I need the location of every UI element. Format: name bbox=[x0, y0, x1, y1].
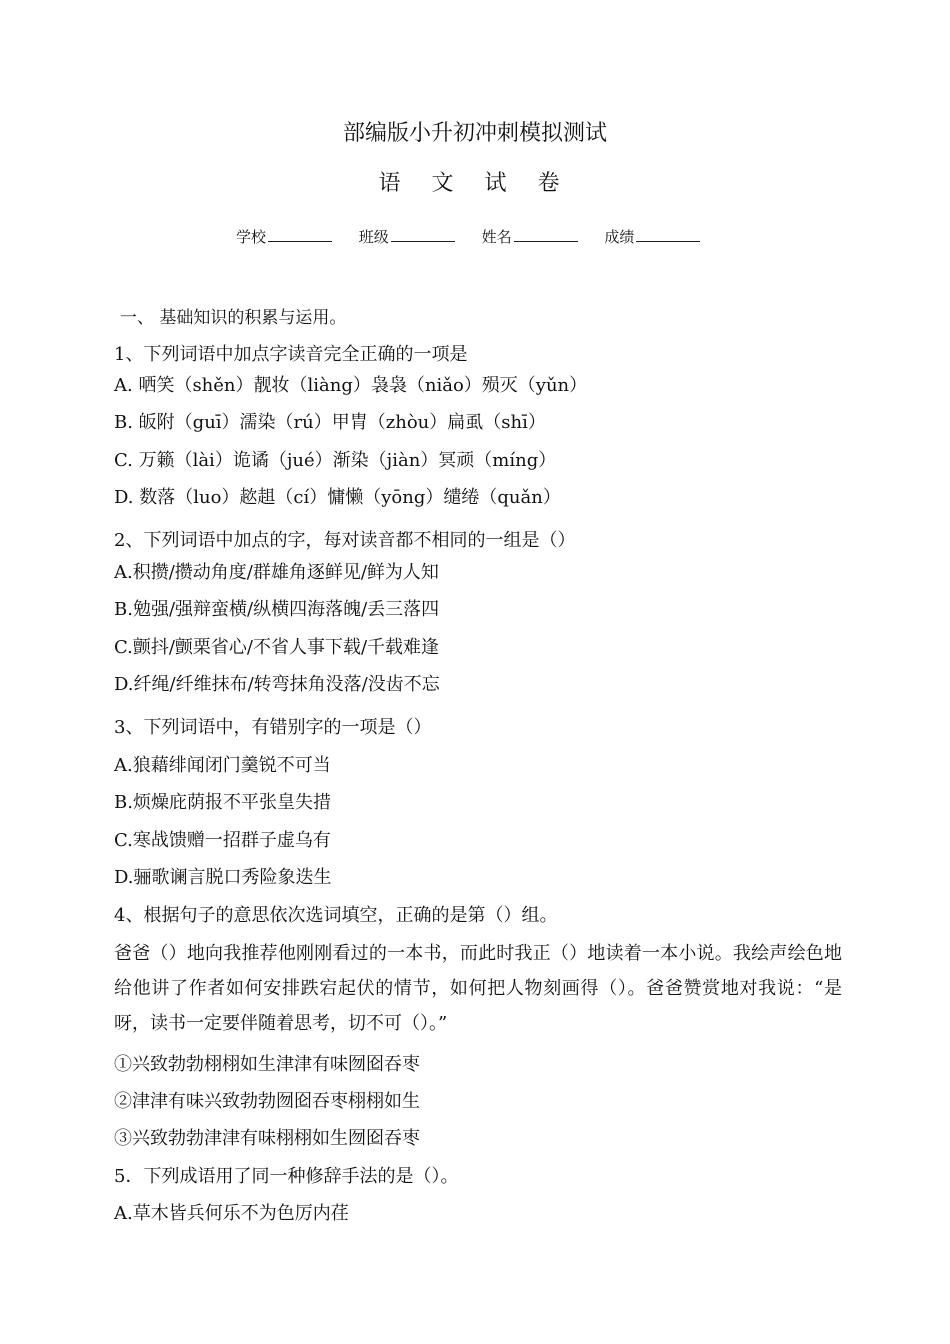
class-field bbox=[359, 228, 455, 246]
question-3-option-c: C.寒战馈赠一招群子虚乌有 bbox=[114, 830, 331, 851]
question-1-option-d: D. 数落（luo）趑趄（cí）慵懒（yōng）缱绻（quǎn） bbox=[114, 487, 561, 508]
section-heading: 一、 基础知识的积累与运用。 bbox=[120, 308, 347, 328]
question-4-stem: 4、根据句子的意思依次选词填空，正确的是第（）组。 bbox=[114, 905, 558, 926]
name-blank[interactable] bbox=[514, 227, 578, 242]
question-2-option-d: D.纤绳/纤维抹布/转弯抹角没落/没齿不忘 bbox=[114, 674, 440, 695]
question-1-stem: 1、下列词语中加点字读音完全正确的一项是 bbox=[114, 344, 468, 365]
question-1-option-a: A. 哂笑（shěn）靓妆（liàng）袅袅（niǎo）殒灭（yǔn） bbox=[114, 375, 588, 396]
question-3-option-a: A.狼藉绯闻闭门羹锐不可当 bbox=[114, 755, 331, 776]
question-2-option-c: C.颤抖/颤栗省心/不省人事下载/千载难逢 bbox=[114, 637, 440, 658]
name-field bbox=[482, 228, 578, 246]
school-blank[interactable] bbox=[268, 227, 332, 242]
question-4-option-3: ③兴致勃勃津津有味栩栩如生囫囵吞枣 bbox=[114, 1128, 420, 1149]
question-2-stem: 2、下列词语中加点的字，每对读音都不相同的一组是（） bbox=[114, 530, 576, 551]
question-5-stem: 5．下列成语用了同一种修辞手法的是（）。 bbox=[114, 1166, 459, 1187]
name-label: 姓名 bbox=[481, 228, 512, 246]
class-blank[interactable] bbox=[391, 227, 455, 242]
question-1-option-b: B. 皈附（guī）濡染（rú）甲胄（zhòu）扁虱（shī） bbox=[114, 412, 546, 433]
student-info-row bbox=[236, 226, 722, 247]
question-5-option-a: A.草木皆兵何乐不为色厉内荏 bbox=[114, 1203, 349, 1224]
score-label: 成绩 bbox=[604, 228, 635, 246]
question-3-stem: 3、下列词语中，有错别字的一项是（） bbox=[114, 717, 432, 738]
class-label: 班级 bbox=[358, 228, 389, 246]
question-3-option-b: B.烦燥庇荫报不平张皇失措 bbox=[114, 792, 331, 813]
score-blank[interactable] bbox=[636, 227, 700, 242]
exam-subtitle: 语 文 试 卷 bbox=[378, 171, 572, 196]
question-4-option-2: ②津津有味兴致勃勃囫囵吞枣栩栩如生 bbox=[114, 1091, 420, 1112]
question-3-option-d: D.骊歌谰言脱口秀险象迭生 bbox=[114, 867, 332, 888]
question-2-option-a: A.积攒/攒动角度/群雄角逐鲜见/鲜为人知 bbox=[114, 562, 439, 583]
school-label: 学校 bbox=[236, 228, 267, 246]
question-2-option-b: B.勉强/强辩蛮横/纵横四海落魄/丢三落四 bbox=[114, 599, 440, 620]
score-field bbox=[604, 228, 700, 246]
question-1-option-c: C. 万籁（lài）诡谲（jué）渐染（jiàn）冥顽（míng） bbox=[114, 450, 557, 471]
question-4-passage: 爸爸（）地向我推荐他刚刚看过的一本书，而此时我正（）地读着一本小说。我绘声绘色地给他讲了作者如何安排跌宕起伏的情节，如何把人物刻画得（）。爸爸赞赏地对我说：“是呀，读书一定要伴随着思考，切不可（）。” bbox=[114, 943, 842, 1034]
school-field bbox=[236, 228, 332, 246]
question-4-option-1: ①兴致勃勃栩栩如生津津有味囫囵吞枣 bbox=[114, 1054, 420, 1075]
exam-title: 部编版小升初冲刺模拟测试 bbox=[342, 121, 607, 146]
